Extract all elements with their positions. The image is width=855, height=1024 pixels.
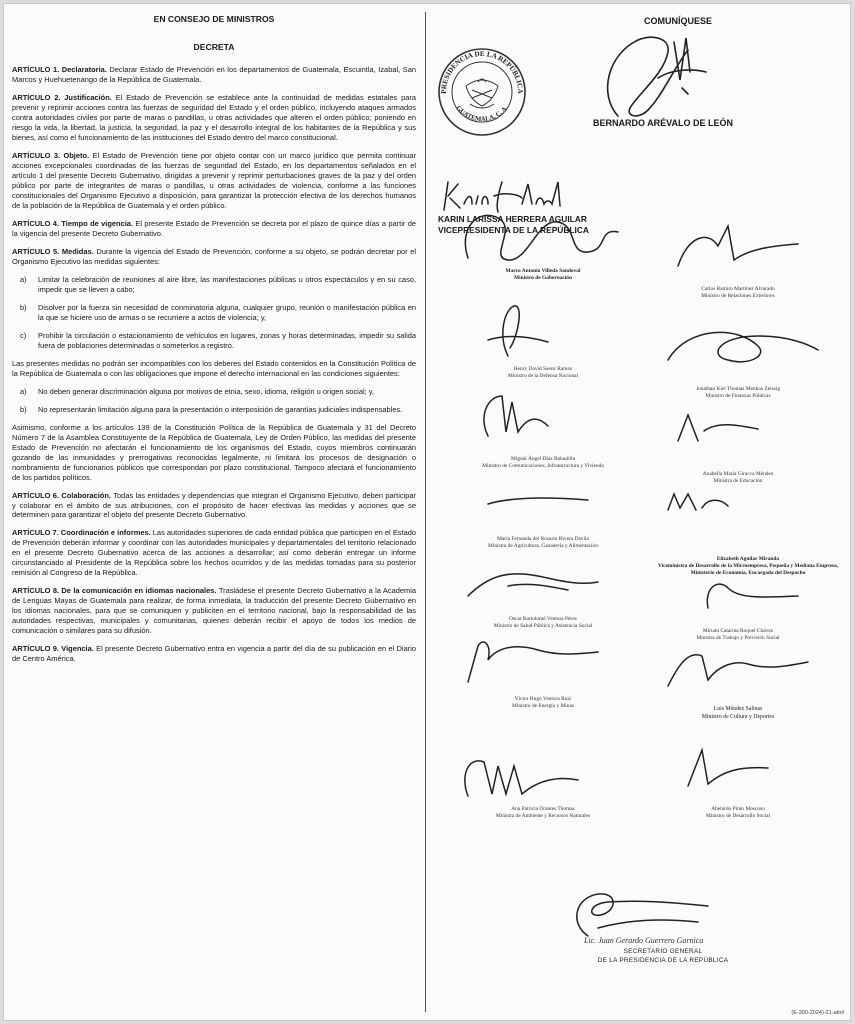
constitution-paragraph: Asimismo, conforme a los artículos 139 de la Constitución Política de la República de Guatemala y 31 del Decreto Número 7 de la Asamblea Constituyente de la República de Guatemala, Ley de Orden Público, las medidas del presente Estado de Prevención no afectarán el funcionamiento de los organismos del Estado, cuyos miembros continuarán gozando de las inmunidades y prerrogativas reconocidas legalmente, ni limitará los procesos de designación o nombramiento de funcionarios públicos que correspondan por plazo constitucional. Tampoco afectará el funcionamiento de los partidos políticos. — [12, 422, 416, 482]
minister-signature — [648, 558, 828, 628]
president-name: BERNARDO ARÉVALO DE LEÓN — [592, 118, 733, 128]
minister-name: Henry David Saenz Ramos — [513, 366, 573, 372]
minister-caption — [648, 386, 828, 400]
list-item: a) No deben generar discriminación alguna por motivos de etnia, sexo, idioma, religión u origen social; y, — [20, 386, 374, 396]
minister-caption — [648, 471, 828, 485]
secretary-signature — [558, 884, 718, 944]
minister-name: Elizabeth Aguilar Miranda — [716, 556, 780, 562]
presidency-seal-icon — [436, 46, 528, 138]
signatures-column — [428, 4, 850, 1022]
minister-signature — [648, 316, 828, 386]
article-1: ARTÍCULO 1. Declaratoria. Declarar Estado de Prevención en los departamentos de Guatemala, Escuintla, Izabal, San Marcos y Huehuetenango de la República de Guatemala. — [12, 65, 416, 85]
minister-signature — [448, 198, 638, 268]
minister-title: Ministro de Cultura y Deportes — [701, 713, 775, 720]
list-item: b) No representarán limitación alguna para la presentación o interposición de garantías judiciales indispensables. — [20, 404, 403, 414]
list-item: a) Limitar la celebración de reuniones al aire libre, las manifestaciones públicas u otros espectáculos y en su caso, impedir que se lleven a cabo; — [20, 274, 416, 294]
minister-signature — [648, 736, 828, 806]
minister-name: Luis Méndez Salinas — [713, 706, 763, 712]
article-5: ARTÍCULO 5. Medidas. Durante la vigencia del Estado de Prevención, conforme a su objeto, se podrán decretar por el Organismo Ejecutivo las medidas siguientes: — [12, 246, 416, 266]
vice-president-title: VICEPRESIDENTA DE LA REPÚBLICA — [438, 224, 589, 235]
minister-title: Ministro de Relaciones Exteriores — [701, 293, 775, 300]
minister-name: Ana Patricia Orantes Thomas — [511, 806, 575, 812]
minister-title: Ministra de Trabajo y Previsión Social — [696, 635, 780, 642]
svg-text:GUATEMALA, C. A.: GUATEMALA, C. A. — [454, 104, 510, 123]
minister-name: María Fernanda del Rosario Rivera Dávila — [497, 536, 589, 542]
minister-caption — [448, 268, 638, 282]
minister-title: Viceministra de Desarrollo de la Microempresa, Pequeña y Mediana Empresa, Ministerio de Economía, Encargada del Despacho — [657, 563, 839, 577]
decreta-heading: DECRETA — [193, 41, 235, 52]
minister-signature — [648, 636, 828, 706]
article-3: ARTÍCULO 3. Objeto. El Estado de Prevención tiene por objeto contar con un marco jurídico que permita continuar acciones excepcionales coordinadas de las fuerzas de seguridad del Estado, en los departamentos señalados en el artículo 1 del presente Decreto Gubernativo, dirigidas a prevenir y reprimir perturbaciones graves de la paz y del orden público por parte de integrantes de maras o pandillas, u otras actividades de violencia, conforme a las funciones constitucionales del Organismo Ejecutivo a disposición, para garantizar la protección efectiva de los derechos humanos de la población de la República de Guatemala y el orden público. — [12, 150, 416, 210]
minister-name: Jonathan Kiel Thomas Menkos Zeissig — [695, 386, 781, 392]
conditions-paragraph: Las presentes medidas no podrán ser incompatibles con los deberes del Estado contenidos en la Constitución Política de la República de Guatemala o con las obligaciones que impone el derecho internacional en las condiciones siguientes: — [12, 358, 416, 378]
minister-name: Marco Antonio Villeda Sandoval — [505, 268, 581, 274]
minister-name: Oscar Bartolomé Ventura Pérez — [508, 616, 577, 622]
article-7: ARTÍCULO 7. Coordinación e informes. Las autoridades superiores de cada entidad pública que participen en el Estado de Prevención deberán informar y coordinar con las autoridades municipales y departamentales del territorio relacionado en el presente Decreto Gubernativo acerca de las acciones a desarrollar; así como deberán entregar un informe circunstanciado al Presidente de la República sobre los hechos ocurridos y de las medidas tomadas para su posterior remisión al Congreso de la República. — [12, 528, 416, 578]
article-6: ARTÍCULO 6. Colaboración. Todas las entidades y dependencias que integran el Organismo Ejecutivo, deben participar y colaborar en el ámbito de sus atribuciones, con el propósito de hacer efectivas las medidas y acciones que se determinen para garantizar el objeto del presente Decreto Gubernativo. — [12, 490, 416, 520]
minister-name: Carlos Ramiro Martínez Alvarado — [701, 286, 775, 292]
minister-name: Anabella María Giracca Méndez — [702, 471, 774, 477]
minister-title: Ministro de Desarrollo Social — [706, 813, 770, 820]
minister-title: Ministro de la Defensa Nacional — [507, 373, 579, 380]
document-reference: (E-300-2024)-21-abril — [791, 1010, 844, 1016]
minister-name: Miguel Ángel Díaz Bobadilla — [511, 456, 575, 462]
minister-caption — [448, 806, 638, 820]
article-4: ARTÍCULO 4. Tiempo de vigencia. El presente Estado de Prevención se decreta por el plazo de quince días a partir de la vigencia del presente Decreto Gubernativo. — [12, 218, 416, 238]
minister-caption — [648, 806, 828, 820]
list-item: c) Prohibir la circulación o estacionamiento de vehículos en lugares, zonas y horas determinadas, impedir su salida fuera de poblaciones determinadas o someterlos a registro. — [20, 330, 416, 350]
minister-name: Miriam Catarina Roquel Chávez — [702, 628, 774, 634]
article-2: ARTÍCULO 2. Justificación. El Estado de Prevención se establece ante la continuidad de medidas estatales para prevenir y reprimir acciones contra las fuerzas de seguridad del Estado y el orden público, incluyendo ataques armados contra autoridades civiles por parte de maras o pandillas, u otras actividades que alteren el orden público; poniendo en riesgo la vida, la libertad, la justicia, la seguridad, la paz y el desarrollo integral de los habitantes de la República y sus bienes, así como el funcionamiento de las instituciones del Estado dentro del marco constitucional. — [12, 93, 416, 142]
decree-text-column — [12, 14, 416, 1014]
article-9: ARTÍCULO 9. Vigencia. El presente Decreto Gubernativo entra en vigencia a partir del día de su publicación en el Diario de Centro América. — [12, 644, 416, 664]
minister-title: Ministro de Salud Pública y Asistencia Social — [493, 623, 593, 630]
minister-caption — [648, 286, 828, 300]
secretary-name: Lic. Juan Gerardo Guerrero Garnica — [584, 936, 704, 945]
minister-signature — [448, 736, 638, 806]
minister-signature — [648, 216, 828, 286]
vice-president-name: KARIN LARISSA HERRERA AGUILAR — [438, 214, 587, 224]
minister-signature — [648, 486, 848, 556]
minister-signature — [648, 401, 828, 471]
minister-title: Ministra de Agricultura, Ganadería y Alimentación — [488, 543, 598, 550]
minister-signature — [448, 386, 638, 456]
minister-title: Ministro de Comunicaciones, Infraestructura y Vivienda — [482, 463, 604, 470]
minister-title: Ministro de Finanzas Públicas — [705, 393, 771, 400]
minister-caption — [448, 696, 638, 710]
column-divider — [425, 12, 426, 1012]
minister-signature — [448, 546, 638, 616]
article-8: ARTÍCULO 8. De la comunicación en idiomas nacionales. Trasládese el presente Decreto Gubernativo a la Academia de Lenguas Mayas de Guatemala para realizar, de forma inmediata, la traducción del presente Decreto Gubernativo en los idiomas nacionales, para que se comuniquen y publiciten en el territorio nacional, bajo la responsabilidad de las autoridades respectivas, municipales y comunitarias, quienes deberán recibir el apoyo de todos los medios de comunicación o similares para su difusión. — [12, 586, 416, 636]
comuniquese-heading: COMUNÍQUESE — [643, 16, 712, 26]
minister-signature — [448, 296, 638, 366]
minister-title: Ministro de Energía y Minas — [512, 703, 574, 710]
minister-title: Ministra de Ambiente y Recursos Naturales — [495, 813, 591, 820]
minister-caption — [648, 706, 828, 721]
document-page — [3, 3, 851, 1021]
minister-title: Ministro de Gobernación — [514, 275, 572, 282]
secretary-title: SECRETARIO GENERAL DE LA PRESIDENCIA DE LA REPÚBLICA — [597, 948, 729, 964]
president-signature — [578, 24, 728, 132]
minister-caption — [448, 366, 638, 380]
council-heading: EN CONSEJO DE MINISTROS — [153, 14, 275, 24]
svg-text:PRESIDENCIA DE LA REPÚBLICA: PRESIDENCIA DE LA REPÚBLICA — [439, 49, 525, 94]
minister-title: Ministra de Educación — [713, 478, 763, 485]
minister-name: Víctor Hugo Ventura Ruiz — [514, 696, 572, 702]
minister-name: Abelardo Pinto Moscoso — [711, 806, 765, 812]
minister-signature — [448, 626, 638, 696]
list-item: b) Disolver por la fuerza sin necesidad de conminatoria alguna, cualquier grupo, reunión o manifestación pública en la que se hiciere uso de armas o se recurriere a actos de violencia; y, — [20, 302, 416, 322]
minister-signature — [448, 466, 638, 536]
